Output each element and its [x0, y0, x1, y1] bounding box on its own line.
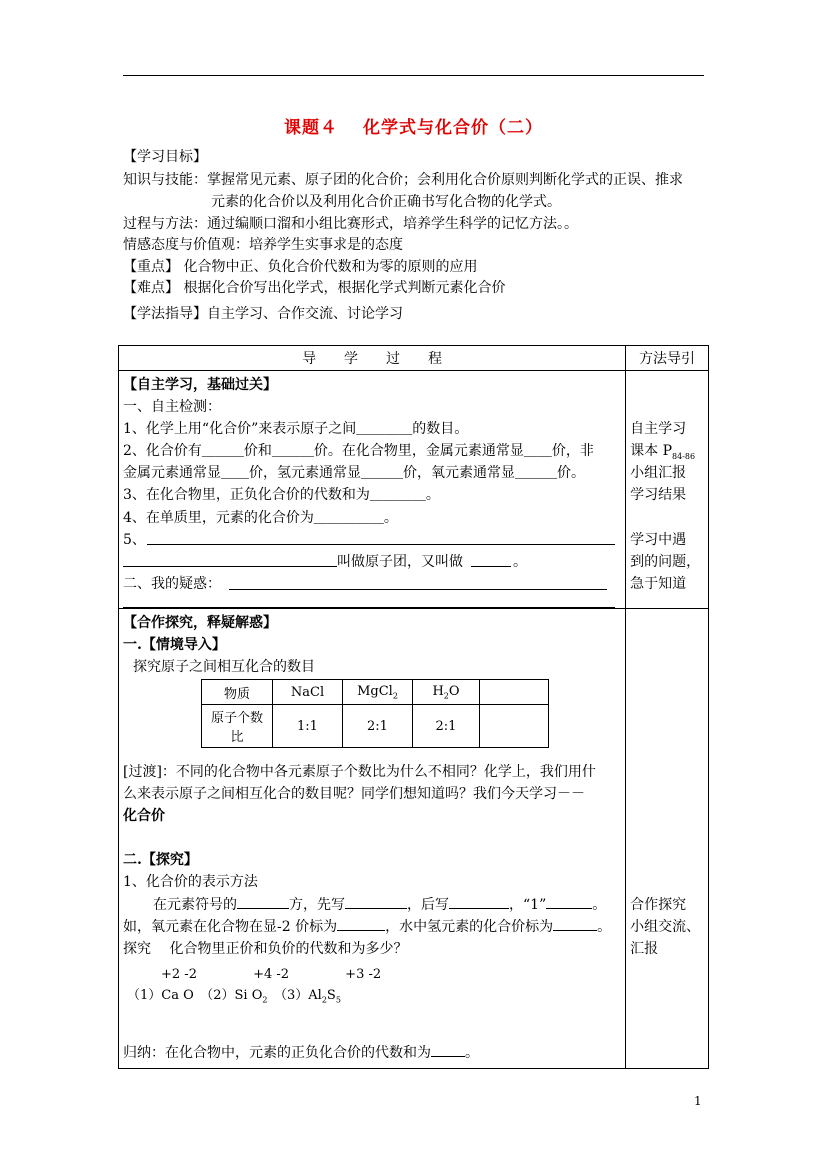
- guide-problems-2: 到的问题，: [630, 554, 701, 570]
- question-5-end: 。: [513, 554, 527, 570]
- valence-labels: +2 -2 +4 -2 +3 -2: [161, 967, 382, 982]
- atom-ratio-table: [201, 679, 549, 748]
- transition-line3: 化合价: [123, 808, 165, 824]
- conclusion: 归纳：在化合物中，元素的正负化合价的代数和为 。: [123, 1045, 479, 1061]
- guide-self-study: 自主学习: [630, 421, 687, 437]
- cell-mgcl2-ratio: 2:1: [343, 705, 413, 748]
- guide-textbook: 课本 $P_{84-86}$: [630, 443, 696, 461]
- guide-cooperate: 合作探究: [630, 897, 687, 913]
- transition-line1: [过渡]：不同的化合物中各元素原子个数比为什么不相同？化学上，我们用什: [123, 764, 596, 780]
- question-2-line1: 2、化合价有＿＿＿价和＿＿＿价。在化合物里，金属元素通常显＿＿价，非: [123, 443, 594, 459]
- goal-knowledge-line2: 元素的化合价以及利用化合价正确书写化合物的化学式。: [211, 194, 561, 210]
- doubts-blank-line1: [229, 589, 607, 590]
- doubts-blank-line2: [123, 607, 615, 608]
- guide-report: 汇报: [630, 941, 659, 957]
- guide-study-result: 学习结果: [630, 487, 687, 503]
- section2-content: [119, 609, 625, 1068]
- self-check-title: 一、自主检测：: [123, 399, 221, 415]
- cell-h2o-ratio: 2:1: [413, 705, 480, 748]
- formula-examples: （1）Ca O （2）Si $O_2$ $(3)Al_2S_5$: [127, 988, 341, 1005]
- page-title: 课题４ 化学式与化合价（二）: [284, 118, 543, 138]
- scenario-intro-title: 一.【情境导入】: [123, 637, 226, 653]
- question-5-prefix: 5、: [123, 532, 146, 548]
- guide-group-exchange: 小组交流、: [630, 919, 701, 935]
- section1-guide: [626, 371, 708, 608]
- difficulty: 【难点】 根据化合价写出化学式，根据化学式判断元素化合价: [123, 280, 506, 296]
- header-rule: [123, 75, 704, 76]
- lesson-table: [118, 345, 709, 1069]
- item-1-title: 1、化合价的表示方法: [123, 874, 258, 890]
- question-5-text: 叫做原子团，又叫做: [337, 554, 463, 570]
- header-guide: 方法导引: [626, 346, 709, 371]
- question-1: 1、化学上用“化合价”来表示原子之间＿＿＿＿的数目。: [123, 421, 469, 437]
- question-5-blank-start: [123, 566, 337, 567]
- key-point: 【重点】 化合物中正、负化合价代数和为零的原则的应用: [123, 259, 478, 275]
- guide-problems-3: 急于知道: [630, 576, 687, 592]
- cell-empty-ratio: [480, 705, 549, 748]
- fill-line-1: 在元素符号的 方，先写 ，后写 ，“1” 。: [153, 897, 607, 913]
- section1-content: [119, 371, 625, 608]
- goals-heading: 【学习目标】: [123, 149, 207, 165]
- cell-mgcl2: MgCl$_2$: [343, 680, 413, 705]
- explore-text: 探究原子之间相互化合的数目: [133, 659, 315, 675]
- explore-question: 探究 化合物里正价和负价的代数和为多少？: [123, 941, 408, 957]
- section2-guide: [626, 609, 708, 1068]
- page-number: 1: [694, 1094, 702, 1108]
- cell-substance: 物质: [202, 680, 273, 705]
- cell-atom-ratio: 原子个数 比: [202, 705, 273, 748]
- goal-knowledge-line1: 知识与技能：掌握常见元素、原子团的化合价；会利用化合价原则判断化学式的正误、推求: [123, 172, 683, 188]
- question-4: 4、在单质里，元素的化合价为＿＿＿＿＿。: [123, 510, 398, 526]
- study-method: 【学法指导】自主学习、合作交流、讨论学习: [123, 306, 403, 322]
- cell-h2o: $H_2O$: [413, 680, 480, 705]
- guide-group-report: 小组汇报: [630, 465, 687, 481]
- cell-nacl: NaCl: [273, 680, 343, 705]
- goal-emotion: 情感态度与价值观：培养学生实事求是的态度: [123, 237, 403, 253]
- question-2-line2: 金属元素通常显＿＿价，氢元素通常显＿＿＿价，氧元素通常显＿＿＿价。: [123, 465, 585, 481]
- section1-heading: 【自主学习，基础过关】: [123, 377, 277, 393]
- cell-empty-header: [480, 680, 549, 705]
- header-process: 导 学 过 程: [119, 346, 626, 371]
- explore-section-title: 二.【探究】: [123, 852, 198, 868]
- guide-problems-1: 学习中遇: [630, 532, 687, 548]
- transition-line2: 么来表示原子之间相互化合的数目呢？同学们想知道吗？我们今天学习－－: [123, 786, 585, 802]
- question-5-blank-end: [471, 566, 511, 567]
- cell-nacl-ratio: 1:1: [273, 705, 343, 748]
- question-3: 3、在化合物里，正负化合价的代数和为＿＿＿＿。: [123, 487, 440, 503]
- question-5-blank-line: [147, 544, 615, 545]
- doubts-title: 二、我的疑惑：: [123, 576, 221, 592]
- fill-line-2: 如，氧元素在化合物在显-2 价标为 ，水中氢元素的化合价标为 。: [123, 919, 612, 935]
- goal-process: 过程与方法：通过编顺口溜和小组比赛形式，培养学生科学的记忆方法。。: [123, 216, 578, 232]
- section2-heading: 【合作探究，释疑解惑】: [123, 615, 277, 631]
